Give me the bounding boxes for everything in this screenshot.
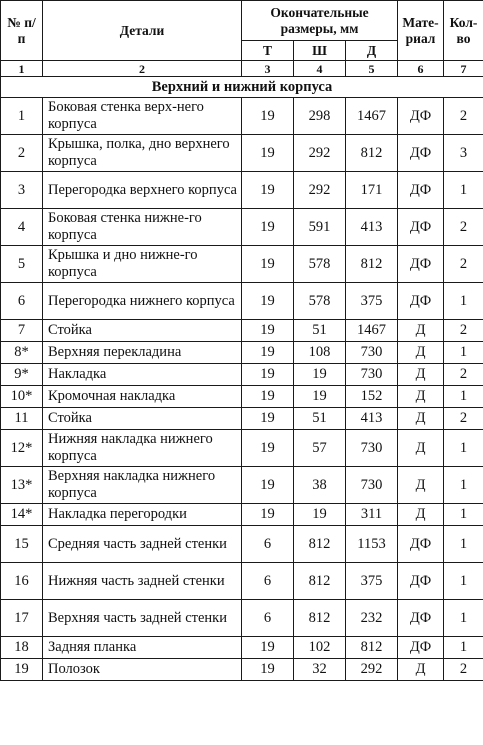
row-thickness: 19 (242, 504, 294, 526)
row-material: ДФ (398, 563, 444, 600)
row-length: 812 (346, 246, 398, 283)
row-index: 1 (1, 98, 43, 135)
row-index: 5 (1, 246, 43, 283)
row-length: 311 (346, 504, 398, 526)
row-name: Стойка (43, 320, 242, 342)
row-qty: 3 (444, 135, 483, 172)
row-material: ДФ (398, 172, 444, 209)
row-index: 19 (1, 659, 43, 681)
row-length: 152 (346, 386, 398, 408)
row-name: Боковая стенка нижне-го корпуса (43, 209, 242, 246)
row-thickness: 19 (242, 246, 294, 283)
row-index: 11 (1, 408, 43, 430)
row-qty: 2 (444, 246, 483, 283)
row-qty: 2 (444, 209, 483, 246)
row-index: 16 (1, 563, 43, 600)
row-material: ДФ (398, 283, 444, 320)
header-final-sizes: Окончательные размеры, мм (242, 1, 398, 41)
row-thickness: 19 (242, 408, 294, 430)
row-length: 812 (346, 135, 398, 172)
row-thickness: 19 (242, 342, 294, 364)
row-width: 578 (294, 246, 346, 283)
row-material: Д (398, 659, 444, 681)
row-length: 730 (346, 342, 398, 364)
row-width: 591 (294, 209, 346, 246)
row-length: 812 (346, 637, 398, 659)
row-material: ДФ (398, 209, 444, 246)
row-thickness: 19 (242, 135, 294, 172)
row-qty: 1 (444, 637, 483, 659)
row-material: ДФ (398, 600, 444, 637)
row-index: 10* (1, 386, 43, 408)
row-length: 730 (346, 467, 398, 504)
row-length: 1467 (346, 98, 398, 135)
row-material: Д (398, 430, 444, 467)
row-qty: 2 (444, 408, 483, 430)
column-number: 5 (346, 61, 398, 77)
table-row (1, 364, 483, 386)
column-number-row (1, 61, 483, 77)
column-number: 4 (294, 61, 346, 77)
row-thickness: 19 (242, 172, 294, 209)
row-material: ДФ (398, 246, 444, 283)
row-width: 102 (294, 637, 346, 659)
row-material: ДФ (398, 526, 444, 563)
row-name: Кромочная накладка (43, 386, 242, 408)
row-index: 14* (1, 504, 43, 526)
row-material: ДФ (398, 135, 444, 172)
table-row (1, 526, 483, 563)
header-thickness: Т (242, 41, 294, 61)
row-qty: 2 (444, 364, 483, 386)
table-row (1, 283, 483, 320)
column-number: 6 (398, 61, 444, 77)
row-material: ДФ (398, 637, 444, 659)
header-material: Мате-риал (398, 1, 444, 61)
row-thickness: 19 (242, 98, 294, 135)
row-material: Д (398, 342, 444, 364)
table-row (1, 563, 483, 600)
row-name: Накладка перегородки (43, 504, 242, 526)
row-material: ДФ (398, 98, 444, 135)
row-length: 413 (346, 408, 398, 430)
table-row (1, 659, 483, 681)
row-name: Перегородка верхнего корпуса (43, 172, 242, 209)
row-index: 13* (1, 467, 43, 504)
row-width: 38 (294, 467, 346, 504)
row-name: Верхняя перекладина (43, 342, 242, 364)
row-length: 375 (346, 283, 398, 320)
row-length: 730 (346, 430, 398, 467)
row-thickness: 6 (242, 526, 294, 563)
column-number: 7 (444, 61, 483, 77)
row-name: Верхняя накладка нижнего корпуса (43, 467, 242, 504)
table-row (1, 320, 483, 342)
table-row (1, 430, 483, 467)
header-qty: Кол-во (444, 1, 483, 61)
row-index: 17 (1, 600, 43, 637)
table-row (1, 342, 483, 364)
row-index: 6 (1, 283, 43, 320)
row-width: 812 (294, 526, 346, 563)
row-length: 232 (346, 600, 398, 637)
table-row (1, 637, 483, 659)
table-row (1, 98, 483, 135)
row-width: 578 (294, 283, 346, 320)
row-name: Перегородка нижнего корпуса (43, 283, 242, 320)
column-number: 3 (242, 61, 294, 77)
row-width: 57 (294, 430, 346, 467)
row-width: 812 (294, 563, 346, 600)
header-length: Д (346, 41, 398, 61)
row-qty: 1 (444, 526, 483, 563)
row-material: Д (398, 408, 444, 430)
row-qty: 1 (444, 600, 483, 637)
column-number: 1 (1, 61, 43, 77)
row-width: 298 (294, 98, 346, 135)
row-index: 7 (1, 320, 43, 342)
row-name: Нижняя накладка нижнего корпуса (43, 430, 242, 467)
row-thickness: 19 (242, 467, 294, 504)
row-index: 4 (1, 209, 43, 246)
row-name: Нижняя часть задней стенки (43, 563, 242, 600)
header-index: № п/п (1, 1, 43, 61)
row-width: 51 (294, 320, 346, 342)
row-index: 8* (1, 342, 43, 364)
row-thickness: 19 (242, 430, 294, 467)
row-name: Крышка, полка, дно верхнего корпуса (43, 135, 242, 172)
row-length: 292 (346, 659, 398, 681)
row-width: 19 (294, 364, 346, 386)
row-width: 812 (294, 600, 346, 637)
row-name: Боковая стенка верх-него корпуса (43, 98, 242, 135)
row-length: 730 (346, 364, 398, 386)
header-details: Детали (43, 1, 242, 61)
row-thickness: 19 (242, 283, 294, 320)
row-thickness: 19 (242, 209, 294, 246)
row-qty: 1 (444, 342, 483, 364)
row-index: 3 (1, 172, 43, 209)
row-qty: 2 (444, 659, 483, 681)
header-width: Ш (294, 41, 346, 61)
row-qty: 1 (444, 504, 483, 526)
row-thickness: 19 (242, 386, 294, 408)
row-name: Верхняя часть задней стенки (43, 600, 242, 637)
row-name: Накладка (43, 364, 242, 386)
row-index: 2 (1, 135, 43, 172)
row-width: 51 (294, 408, 346, 430)
row-material: Д (398, 467, 444, 504)
row-index: 9* (1, 364, 43, 386)
row-width: 19 (294, 386, 346, 408)
table-row (1, 504, 483, 526)
row-thickness: 6 (242, 600, 294, 637)
row-index: 18 (1, 637, 43, 659)
row-name: Стойка (43, 408, 242, 430)
row-width: 292 (294, 135, 346, 172)
row-index: 15 (1, 526, 43, 563)
row-qty: 1 (444, 172, 483, 209)
table-row (1, 408, 483, 430)
row-qty: 1 (444, 563, 483, 600)
table-row (1, 172, 483, 209)
row-material: Д (398, 364, 444, 386)
row-width: 292 (294, 172, 346, 209)
row-length: 1153 (346, 526, 398, 563)
row-name: Крышка и дно нижне-го корпуса (43, 246, 242, 283)
table-row (1, 135, 483, 172)
row-index: 12* (1, 430, 43, 467)
section-title: Верхний и нижний корпуса (1, 77, 483, 98)
row-name: Задняя планка (43, 637, 242, 659)
row-qty: 2 (444, 320, 483, 342)
row-thickness: 6 (242, 563, 294, 600)
row-material: Д (398, 320, 444, 342)
table-row (1, 467, 483, 504)
table-row (1, 600, 483, 637)
row-thickness: 19 (242, 659, 294, 681)
row-thickness: 19 (242, 364, 294, 386)
table-row (1, 386, 483, 408)
row-length: 171 (346, 172, 398, 209)
row-width: 19 (294, 504, 346, 526)
row-length: 1467 (346, 320, 398, 342)
row-qty: 1 (444, 430, 483, 467)
row-qty: 1 (444, 283, 483, 320)
row-length: 413 (346, 209, 398, 246)
row-name: Полозок (43, 659, 242, 681)
row-name: Средняя часть задней стенки (43, 526, 242, 563)
row-thickness: 19 (242, 320, 294, 342)
row-length: 375 (346, 563, 398, 600)
row-qty: 2 (444, 98, 483, 135)
row-qty: 1 (444, 386, 483, 408)
row-width: 108 (294, 342, 346, 364)
row-width: 32 (294, 659, 346, 681)
row-material: Д (398, 386, 444, 408)
row-material: Д (398, 504, 444, 526)
table-row (1, 209, 483, 246)
row-thickness: 19 (242, 637, 294, 659)
column-number: 2 (43, 61, 242, 77)
row-qty: 1 (444, 467, 483, 504)
table-row (1, 246, 483, 283)
